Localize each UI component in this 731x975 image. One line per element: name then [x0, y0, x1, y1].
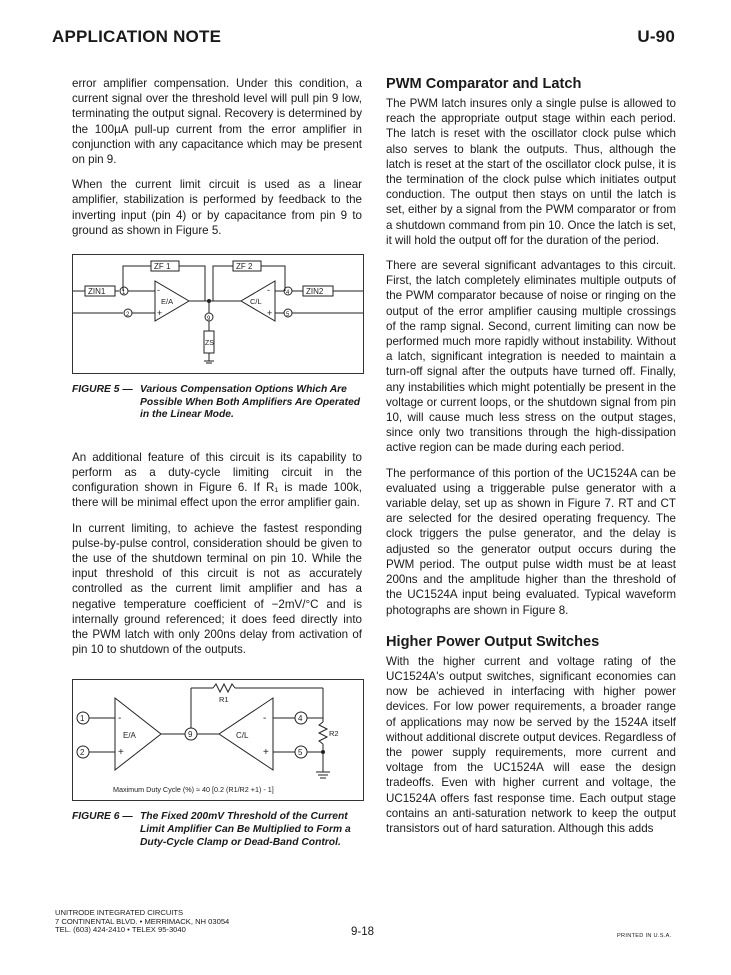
paragraph: error amplifier compensation. Under this condition, a current signal over the threshold level will pull pin 9 low, terminating the output signal. Recovery is determined by the 100µA pull-up current from the error amplifier in conjunction with any capacitance which may be present on pin 9.: [72, 77, 362, 167]
right-column: [386, 76, 676, 846]
error-amplifier: [115, 698, 161, 770]
figure-5-label: FIGURE 5 —: [72, 384, 133, 396]
ea-label: E/A: [123, 731, 136, 741]
zin2-label: ZIN2: [306, 287, 324, 297]
r2-label: R2: [329, 729, 339, 739]
svg-text:2: 2: [126, 312, 130, 319]
section-heading: PWM Comparator and Latch: [386, 76, 582, 92]
figure-5-diagram: [72, 254, 364, 374]
figure-6-caption-text: The Fixed 200mV Threshold of the Current Limit Amplifier Can Be Multiplied to Form a Duty-Cycle Clamp or Dead-Band Control.: [140, 811, 351, 848]
footer-company: UNITRODE INTEGRATED CIRCUITS: [55, 908, 184, 917]
section-heading: Higher Power Output Switches: [386, 633, 600, 650]
paragraph: The performance of this portion of the UC1524A can be evaluated using a triggerable pulse generator with a variable delay, set up as shown in Figure 7. RT and CT are selected for the desired operating frequency. The clock triggers the pulse generator, and the delay is adjusted so the generator output occurs during the PWM period. The output pulse width must be at least 200ns and the amplitude higher than the threshold of the UC1524A input being evaluated. Typical waveform photographs are shown in Figure 8.: [386, 466, 676, 617]
zs-label: ZS: [205, 340, 214, 348]
footer-street: 7 CONTINENTAL BLVD. • MERRIMACK, NH 03054: [55, 916, 230, 926]
paragraph: With the higher current and voltage rating of the UC1524A's output switches, significant economies can now be achieved in interfacing with higher power devices. For low power requirements, a broader range of applications may now be served by the 1524A itself without additional discrete output devices. Regardless of the power supply requirements, more current and voltage from the UC1524A will ease the design tradeoffs. Even with higher current and voltage, the UC1524A offers fast response time. Each output stage contains an anti-saturation network to keep the output transistors out of hard saturation. Although this adds: [386, 654, 676, 835]
figure-5-caption-text: Various Compensation Options Which Are Possible When Both Amplifiers Are Operated in the Linear Mode.: [140, 384, 361, 421]
svg-text:5: 5: [298, 748, 303, 758]
figure-6-caption: [72, 811, 362, 849]
footer-phone: TEL. (603) 424-2410 • TELEX 95-3040: [55, 925, 186, 935]
svg-text:+: +: [118, 747, 124, 759]
zf2-label: ZF 2: [236, 262, 253, 272]
svg-text:1: 1: [80, 714, 85, 724]
ea-label: E/A: [161, 297, 174, 307]
r1-label: R1: [219, 695, 229, 705]
svg-text:+: +: [267, 308, 273, 319]
svg-text:9: 9: [188, 730, 193, 740]
paragraph: The PWM latch insures only a single pulse is allowed to reach the appropriate output stage within each period. The latch is reset with the oscillator clock pulse which also serves to blank the outputs. Thus, although the latch is reset at the start of the oscillator clock pulse, it is the termination of the clock pulse which initiates output conduction. The output then stays on until the latch is set, either by a signal from the PWM comparator or from a shutdown command from pin 10. Once the latch is set, it will hold the output off for the duration of the period.: [386, 97, 676, 247]
page-number: 9-18: [351, 926, 375, 938]
left-column: [72, 76, 362, 849]
header-title: APPLICATION NOTE: [52, 27, 222, 46]
header-doc-number: U-90: [637, 27, 675, 46]
cl-label: C/L: [250, 297, 262, 307]
paragraph: An additional feature of this circuit is its capability to perform as a duty-cycle limiting circuit in the configuration shown in Figure 6. If R₁ is made 100k, there will be minimal effect upon the error amplifier gain.: [72, 450, 362, 510]
svg-text:2: 2: [80, 748, 85, 758]
svg-text:-: -: [263, 713, 267, 725]
svg-text:5: 5: [286, 312, 290, 319]
printed-in: PRINTED IN U.S.A.: [617, 933, 672, 939]
duty-cycle-formula: Maximum Duty Cycle (%) ≈ 40 [0.2 (R1/R2 +1) - 1]: [113, 785, 274, 795]
svg-text:1: 1: [122, 290, 126, 297]
svg-text:4: 4: [298, 714, 303, 724]
paragraph: In current limiting, to achieve the fastest responding pulse-by-pulse control, consideration should be given to the use of the shutdown terminal on pin 10. While the input threshold of this circuit is not as accurately controlled as the current limit amplifier and has a negative temperature coefficient of −2mV/°C and is internally ground referenced; it does feed directly into the PWM latch with only 200ns delay from activation of pin 10 to shutdown of the outputs.: [72, 521, 362, 657]
svg-text:4: 4: [286, 290, 290, 297]
figure-6-diagram: [72, 679, 364, 801]
cl-label: C/L: [236, 731, 249, 741]
paragraph: There are several significant advantages to this circuit. First, the latch completely eliminates multiple outputs of the PWM comparator because of noise or ringing on the output of the error amplifier causing multiple crossings of the ramp signal. Second, current limiting can now be performed much more rapidly without instability. Without a latch, significant integration is needed to maintain a turn-off signal after the outputs have turned off. Finally, any instabilities which might potentially be present in the voltage or current loops, or the shutdown signal from pin 10, will cause much less stress on the output stages, since only two transitions through the high-dissipation active region can be made during each period.: [386, 259, 676, 455]
ea-plus: +: [157, 308, 163, 319]
figure-5-caption: [72, 384, 362, 422]
ea-minus: -: [157, 285, 160, 296]
paragraph: When the current limit circuit is used as a linear amplifier, stabilization is performed by feedback to the inverting input (pin 4) or by capacitance from pin 9 to ground as shown in Figure 5.: [72, 178, 362, 237]
svg-text:9: 9: [207, 316, 211, 323]
footer-address: [55, 909, 229, 935]
figure-6-label: FIGURE 6 —: [72, 811, 133, 823]
svg-text:-: -: [118, 713, 122, 725]
svg-text:+: +: [263, 747, 269, 759]
svg-text:-: -: [267, 285, 270, 296]
zin1-label: ZIN1: [88, 287, 106, 297]
zf1-label: ZF 1: [154, 262, 171, 272]
